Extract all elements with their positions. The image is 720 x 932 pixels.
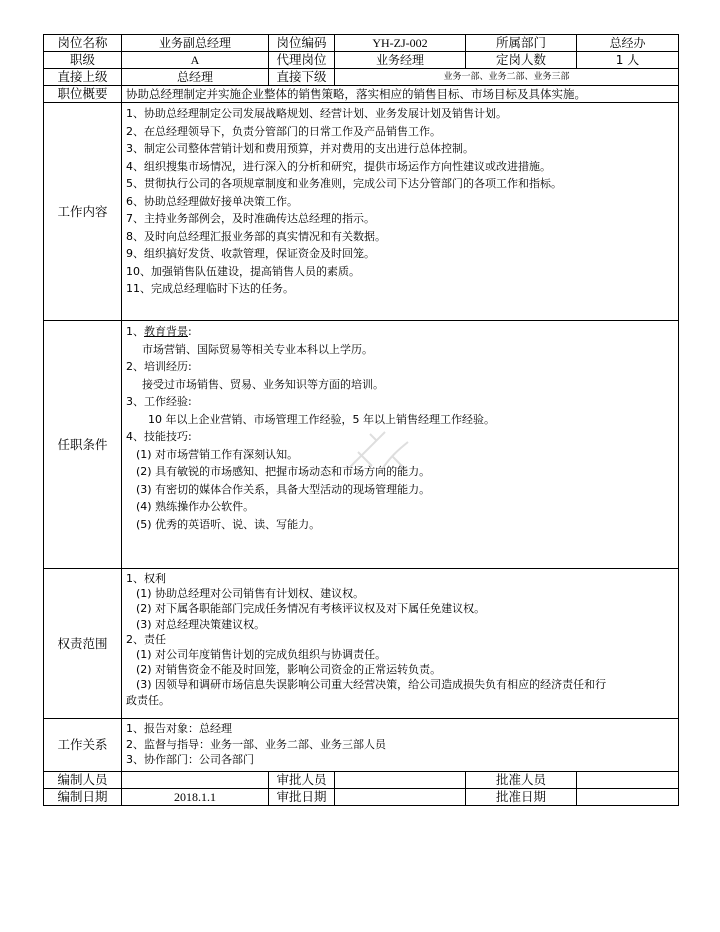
right-item: (3) 对总经理决策建议权。 — [136, 617, 266, 631]
duty-item: 7、主持业务部例会，及时准确传达总经理的指示。 — [126, 212, 375, 225]
overview-label: 职位概要 — [44, 86, 122, 103]
relations-row — [44, 719, 679, 772]
duties-label: 工作内容 — [44, 103, 122, 321]
position-name-value: 业务副总经理 — [122, 35, 269, 52]
duties-row — [44, 103, 679, 321]
grade-value: A — [122, 52, 269, 69]
duty-item: 10、加强销售队伍建设，提高销售人员的素质。 — [126, 264, 360, 278]
headcount-label: 定岗人数 — [466, 52, 577, 69]
duty-item: 1、协助总经理制定公司发展战略规划、经营计划、业务发展计划及销售计划。 — [126, 107, 507, 120]
skill-item: (1) 对市场营销工作有深刻认知。 — [136, 447, 299, 461]
relation-item: 2、监督与指导：业务一部、业务二部、业务三部人员 — [126, 737, 386, 751]
duty-item: 11、完成总经理临时下达的任务。 — [126, 282, 294, 295]
education-colon: : — [188, 325, 192, 338]
relations-list — [122, 719, 679, 772]
job-description-table — [43, 34, 679, 806]
skills-heading: 4、技能技巧: — [126, 430, 192, 443]
responsibility-item-tail: 政责任。 — [126, 693, 170, 707]
approve-date-value — [335, 789, 466, 806]
duty-item: 6、协助总经理做好接单决策工作。 — [126, 194, 298, 208]
duties-list — [122, 103, 679, 321]
job-description-sheet — [43, 34, 678, 806]
skill-item: (2) 具有敏锐的市场感知、把握市场动态和市场方向的能力。 — [136, 465, 431, 478]
right-item: (1) 协助总经理对公司销售有计划权、建议权。 — [136, 587, 365, 601]
duty-item: 4、组织搜集市场情况，进行深入的分析和研究，提供市场运作方向性建议或改进措施。 — [126, 159, 551, 173]
overview-row — [44, 86, 679, 103]
header-row-3 — [44, 69, 679, 86]
duty-item: 8、及时向总经理汇报业务部的真实情况和有关数据。 — [126, 229, 386, 243]
edit-date-label: 编制日期 — [44, 789, 122, 806]
superior-value: 总经理 — [122, 69, 269, 86]
education-number: 1、 — [126, 325, 144, 338]
qualifications-label: 任职条件 — [44, 321, 122, 569]
position-code-value: YH-ZJ-002 — [335, 35, 466, 52]
relation-item: 1、报告对象：总经理 — [126, 722, 232, 735]
qualifications-list — [122, 321, 679, 569]
editor-value — [122, 772, 269, 789]
grade-label: 职级 — [44, 52, 122, 69]
approver-value — [335, 772, 466, 789]
authorize-date-value — [577, 789, 679, 806]
header-row-2 — [44, 52, 679, 69]
skill-item: (4) 熟练操作办公软件。 — [136, 500, 255, 513]
position-code-label: 岗位编码 — [269, 35, 335, 52]
editor-label: 编制人员 — [44, 772, 122, 789]
relations-label: 工作关系 — [44, 719, 122, 772]
approve-date-label: 审批日期 — [269, 789, 335, 806]
rights-heading: 1、权利 — [126, 572, 166, 585]
headcount-value: 1 人 — [577, 52, 679, 69]
duty-item: 9、组织搞好发货、收款管理，保证资金及时回笼。 — [126, 247, 375, 260]
deputy-label: 代理岗位 — [269, 52, 335, 69]
authority-row — [44, 569, 679, 719]
right-item: (2) 对下属各职能部门完成任务情况有考核评议权及对下属任免建议权。 — [136, 602, 486, 616]
training-text: 接受过市场销售、贸易、业务知识等方面的培训。 — [142, 377, 384, 391]
responsibility-item: (1) 对公司年度销售计划的完成负组织与协调责任。 — [136, 648, 387, 662]
responsibilities-heading: 2、责任 — [126, 632, 166, 646]
subordinate-label: 直接下级 — [269, 69, 335, 86]
position-name-label: 岗位名称 — [44, 35, 122, 52]
edit-date-value: 2018.1.1 — [122, 789, 269, 806]
training-heading: 2、培训经历: — [126, 360, 192, 373]
footer-row-1 — [44, 772, 679, 789]
education-title: 教育背景 — [144, 325, 188, 338]
overview-text: 协助总经理制定并实施企业整体的销售策略，落实相应的销售目标、市场目标及具体实施。 — [122, 86, 679, 103]
deputy-value: 业务经理 — [335, 52, 466, 69]
relation-item: 3、协作部门：公司各部门 — [126, 753, 254, 766]
authority-list — [122, 569, 679, 719]
skill-item: (5) 优秀的英语听、说、读、写能力。 — [136, 517, 321, 531]
qualifications-row — [44, 321, 679, 569]
responsibility-item: (2) 对销售资金不能及时回笼，影响公司资金的正常运转负责。 — [136, 663, 442, 677]
experience-heading: 3、工作经验: — [126, 395, 192, 408]
experience-text: 10 年以上企业营销、市场管理工作经验，5 年以上销售经理工作经验。 — [148, 412, 495, 426]
authorize-date-label: 批准日期 — [466, 789, 577, 806]
authorizer-label: 批准人员 — [466, 772, 577, 789]
header-row-1 — [44, 35, 679, 52]
responsibility-item: (3) 因领导和调研市场信息失误影响公司重大经营决策，给公司造成损失负有相应的经济责任和行 — [136, 678, 607, 692]
department-value: 总经办 — [577, 35, 679, 52]
education-heading — [126, 323, 674, 341]
footer-row-2 — [44, 789, 679, 806]
skill-item: (3) 有密切的媒体合作关系，具备大型活动的现场管理能力。 — [136, 482, 431, 496]
duty-item: 5、贯彻执行公司的各项规章制度和业务准则，完成公司下达分管部门的各项工作和指标。 — [126, 177, 562, 190]
approver-label: 审批人员 — [269, 772, 335, 789]
authorizer-value — [577, 772, 679, 789]
subordinate-value: 业务一部、业务二部、业务三部 — [335, 69, 679, 86]
superior-label: 直接上级 — [44, 69, 122, 86]
education-text: 市场营销、国际贸易等相关专业本科以上学历。 — [142, 342, 373, 356]
duty-item: 2、在总经理领导下，负责分管部门的日常工作及产品销售工作。 — [126, 124, 441, 138]
department-label: 所属部门 — [466, 35, 577, 52]
authority-label: 权责范围 — [44, 569, 122, 719]
duty-item: 3、制定公司整体营销计划和费用预算，并对费用的支出进行总体控制。 — [126, 142, 474, 155]
